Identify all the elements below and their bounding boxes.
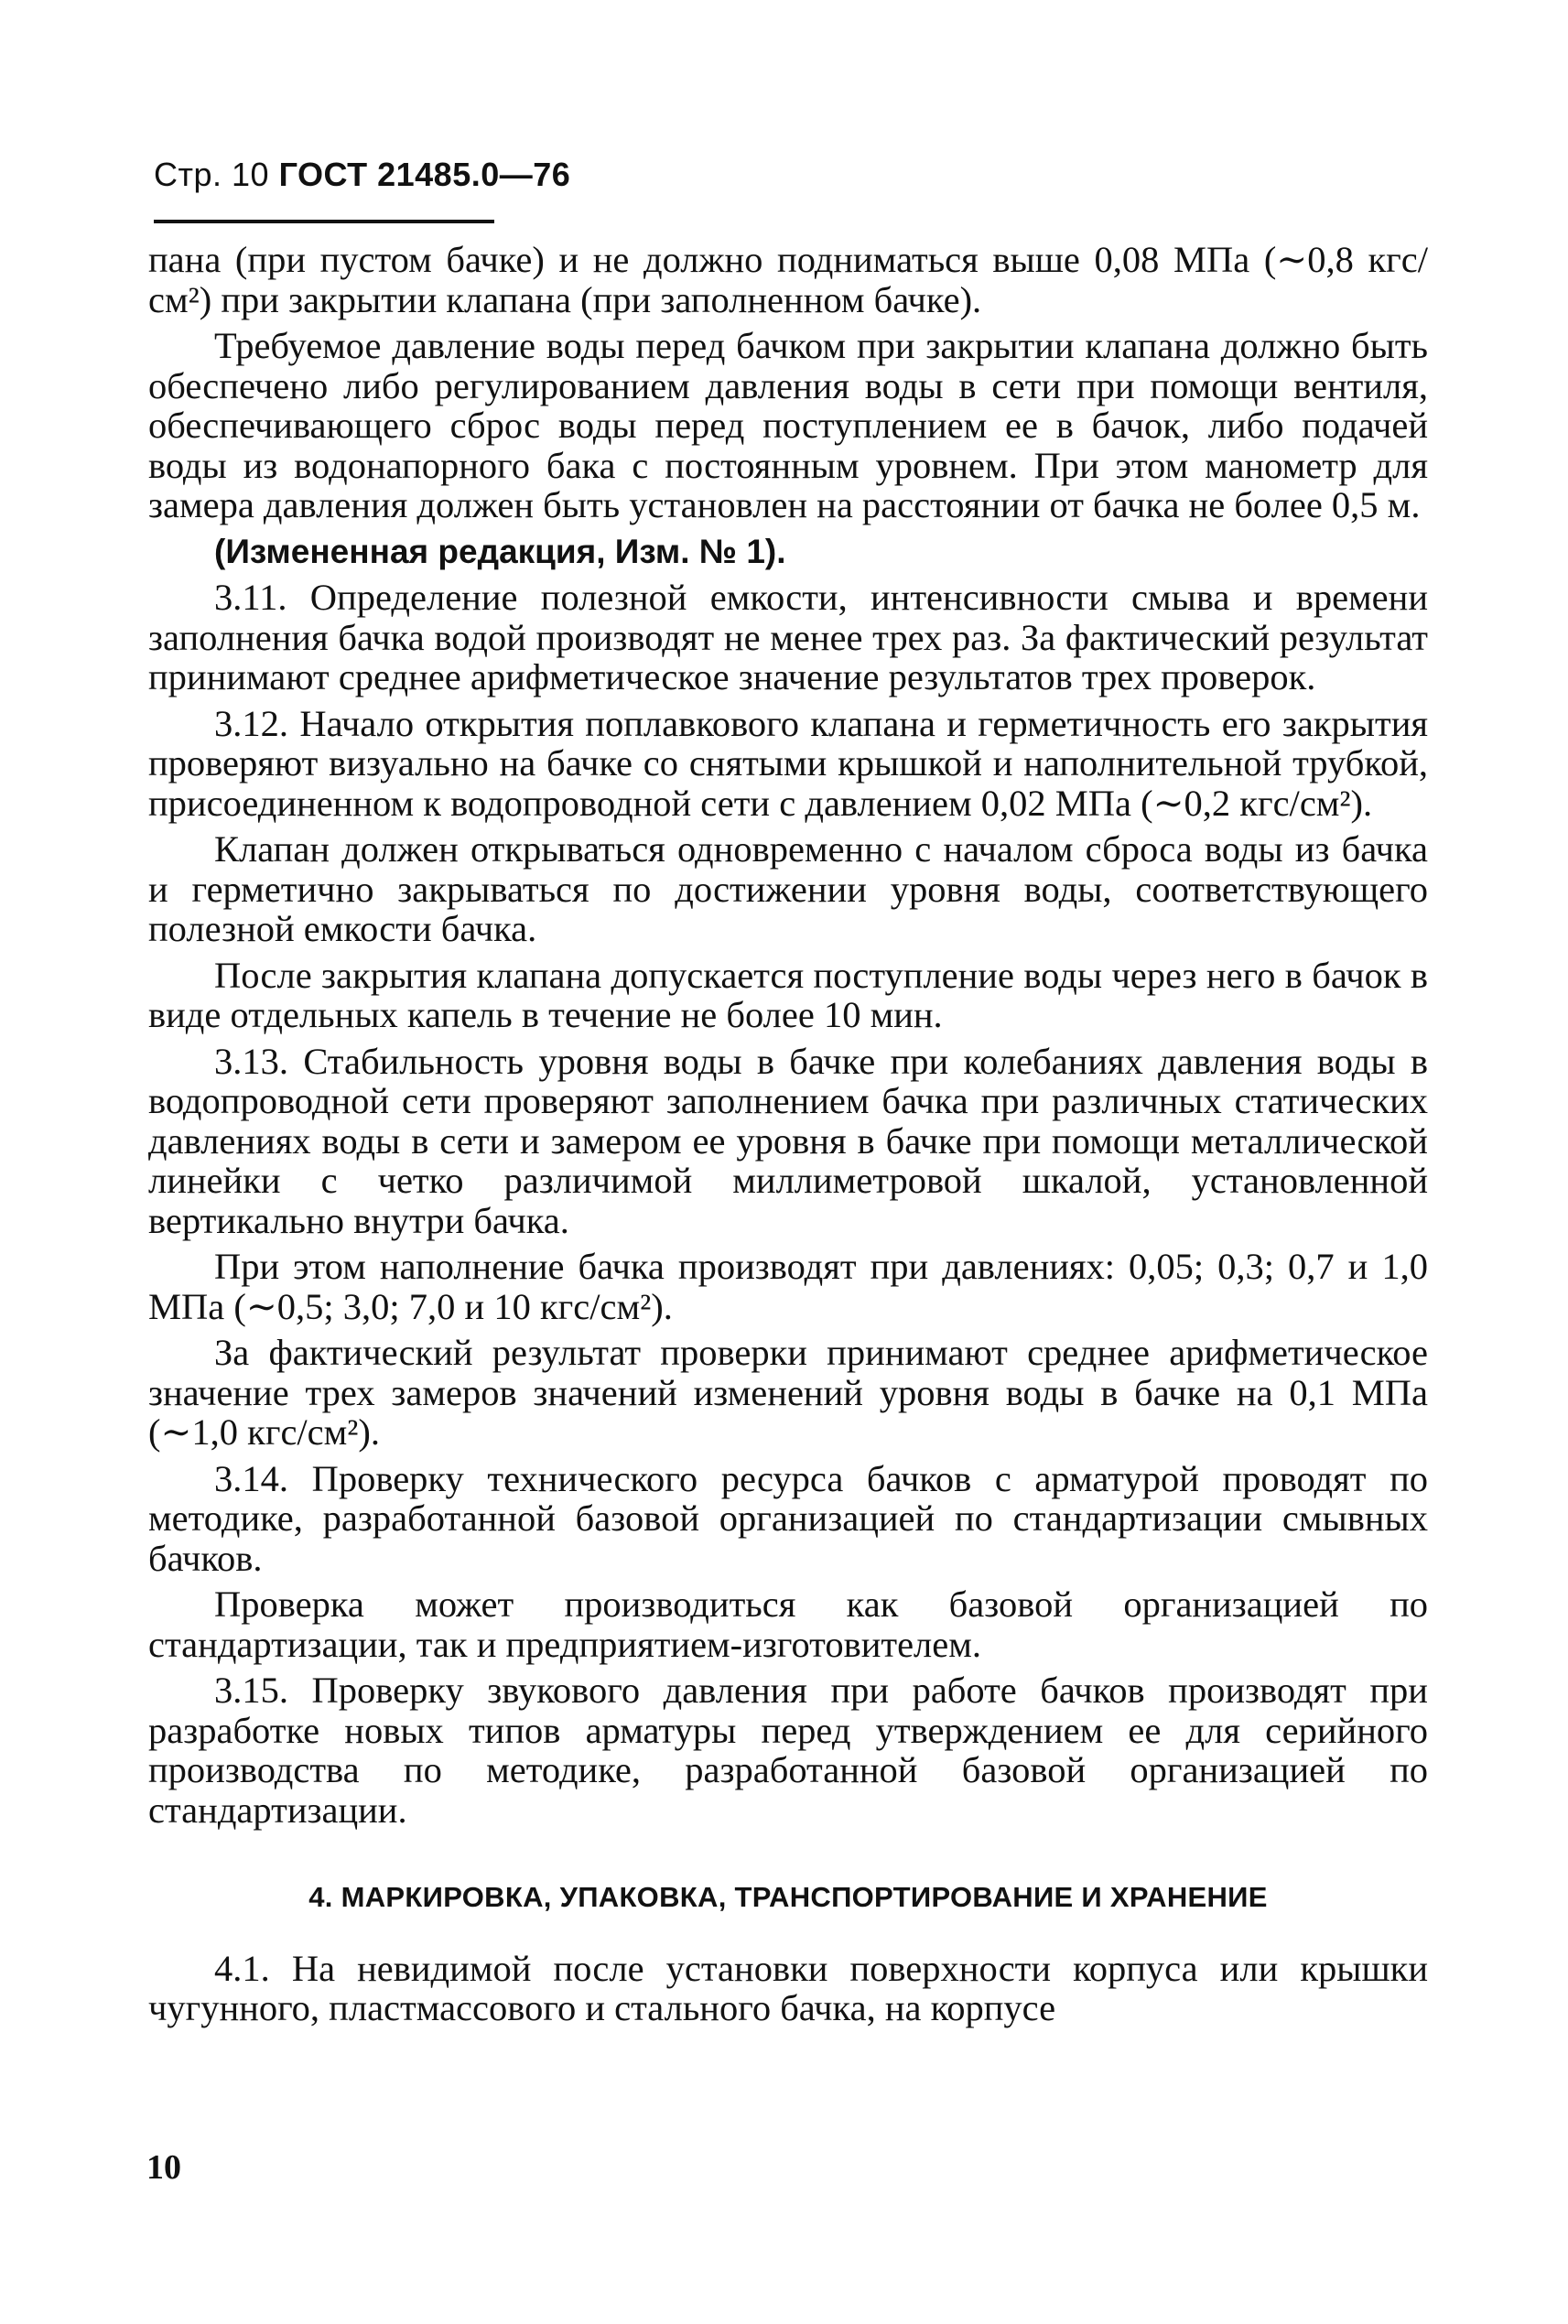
- page-number: 10: [146, 2148, 181, 2187]
- page-header-prefix: Стр. 10: [154, 156, 270, 193]
- paragraph: После закрытия клапана допускается поступление воды через него в бачок в виде отдельных капель в течение не более 10 мин.: [148, 954, 1428, 1035]
- page-header: [154, 156, 570, 194]
- clause-3-13: 3.13. Стабильность уровня воды в бачке при колебаниях давления воды в водопроводной сети проверяют заполнением бачка при различных статических давлениях воды в сети и замером ее уровня в бачке при помощи металлической линейки с четко различимой миллиметровой шкалой, установленной вертикально внутри бачка.: [148, 1040, 1428, 1241]
- clause-3-12: 3.12. Начало открытия поплавкового клапана и герметичность его закрытия проверяют визуально на бачке со снятыми крышкой и наполнительной трубкой, присоединенном к водопроводной сети с давлением 0,02 МПа (∼0,2 кгс/см²).: [148, 702, 1428, 824]
- paragraph: Клапан должен открываться одновременно с началом сброса воды из бачка и герметично закрываться по достижении уровня воды, соответствующего полезной емкости бачка.: [148, 828, 1428, 949]
- paragraph-continuation: пана (при пустом бачке) и не должно подниматься выше 0,08 МПа (∼0,8 кгс/см²) при закрытии клапана (при заполненном бачке).: [148, 239, 1428, 320]
- gost-designation: ГОСТ 21485.0—76: [278, 156, 571, 193]
- section-4-title: 4. МАРКИРОВКА, УПАКОВКА, ТРАНСПОРТИРОВАНИЕ И ХРАНЕНИЕ: [308, 1881, 1268, 1913]
- clause-4-1: 4.1. На невидимой после установки поверхности корпуса или крышки чугунного, пластмассового и стального бачка, на корпусе: [148, 1947, 1428, 2028]
- paragraph: При этом наполнение бачка производят при давлениях: 0,05; 0,3; 0,7 и 1,0 МПа (∼0,5; 3,0; 7,0 и 10 кгс/см²).: [148, 1246, 1428, 1327]
- clause-3-15: 3.15. Проверку звукового давления при работе бачков производят при разработке новых типов арматуры перед утверждением ее для серийного производства по методике, разработанной базовой организацией по стандартизации.: [148, 1670, 1428, 1831]
- header-rule: [154, 220, 494, 223]
- paragraph: Проверка может производиться как базовой организацией по стандартизации, так и предприятием-изготовителем.: [148, 1584, 1428, 1665]
- paragraph: За фактический результат проверки принимают среднее арифметическое значение трех замеров значений изменений уровня воды в бачке на 0,1 МПа (∼1,0 кгс/см²).: [148, 1332, 1428, 1453]
- body-text: [148, 240, 1428, 2035]
- paragraph: Требуемое давление воды перед бачком при закрытии клапана должно быть обеспечено либо регулированием давления воды в сети при помощи вентиля, обеспечивающего сброс воды перед поступлением ее в бачок, либо подачей воды из водонапорного бака с постоянным уровнем. При этом манометр для замера давления должен быть установлен на расстоянии от бачка не более 0,5 м.: [148, 325, 1428, 525]
- clause-3-11: 3.11. Определение полезной емкости, интенсивности смыва и времени заполнения бачка водой производят не менее трех раз. За фактический результат принимают среднее арифметическое значение результатов трех проверок.: [148, 577, 1428, 697]
- amendment-note: (Измененная редакция, Изм. № 1).: [214, 532, 786, 570]
- clause-3-14: 3.14. Проверку технического ресурса бачков с арматурой проводят по методике, разработанной базовой организацией по стандартизации смывных бачков.: [148, 1457, 1428, 1579]
